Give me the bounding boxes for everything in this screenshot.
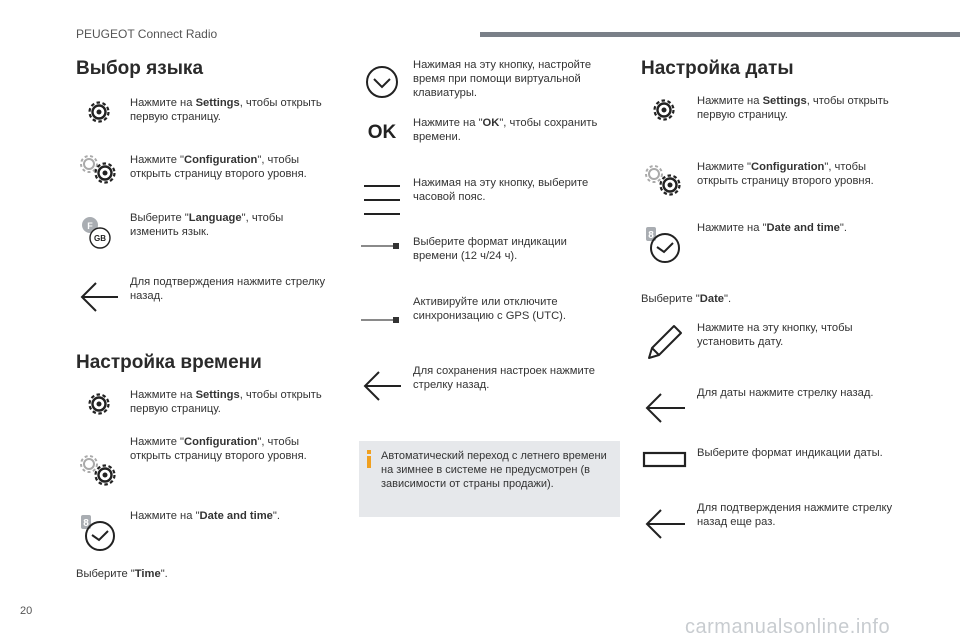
toggle-icon: [359, 294, 405, 340]
step-text: Для подтверждения нажмите стрелку назад еще раз.: [697, 502, 893, 528]
gear-icon: [76, 386, 122, 432]
step-text: Выберите формат индикации даты.: [697, 447, 883, 459]
double-gear-icon: [641, 160, 687, 206]
menu-icon: [359, 172, 405, 218]
chevron-down-icon: [359, 58, 405, 104]
step-text: Для подтверждения нажмите стрелку назад.: [130, 276, 326, 302]
double-gear-icon: [76, 150, 122, 196]
step-text: Нажимая на эту кнопку, настройте время при помощи виртуальной клавиатуры.: [413, 59, 592, 99]
step-text: Активируйте или отключите синхронизацию с GPS (UTC).: [413, 296, 566, 322]
ok-label: OK: [367, 122, 397, 143]
badge-number: 8: [83, 518, 89, 529]
step-text: Нажмите на эту кнопку, чтобы установить дату.: [697, 322, 853, 348]
ok-icon: [359, 110, 405, 156]
step-text: Нажмите на Settings, чтобы открыть первую страницу.: [697, 95, 889, 121]
badge-number: 8: [648, 230, 654, 241]
select-date-text: Выберите "Date".: [641, 293, 732, 305]
flag-label-f: F: [87, 221, 93, 231]
date-section-title: Настройка даты: [641, 58, 794, 79]
header-rule: [480, 32, 960, 37]
flag-language-icon: [76, 208, 122, 254]
step-text: Нажмите на "Date and time".: [697, 222, 847, 234]
step-text: Нажмите на Settings, чтобы открыть первую страницу.: [130, 389, 322, 415]
double-gear-icon: [76, 448, 122, 494]
clock-icon: [641, 220, 687, 266]
back-arrow-icon: [359, 362, 405, 408]
toggle-icon: [641, 444, 687, 490]
step-text: Выберите формат индикации времени (12 ч/24 ч).: [413, 236, 567, 262]
watermark: carmanualsonline.info: [685, 616, 891, 638]
pencil-icon: [641, 318, 687, 364]
info-icon: [365, 450, 373, 468]
language-section-title: Выбор языка: [76, 58, 204, 79]
step-text: Нажмите "Configuration", чтобы открыть страницу второго уровня.: [130, 436, 307, 462]
step-text: Выберите "Language", чтобы изменить язык.: [130, 212, 284, 238]
header-title: PEUGEOT Connect Radio: [76, 27, 218, 41]
flag-label-gb: GB: [94, 234, 106, 243]
info-box: [359, 441, 620, 517]
step-text: Нажмите на Settings, чтобы открыть первую страницу.: [130, 97, 322, 123]
step-text: Для даты нажмите стрелку назад.: [697, 387, 874, 399]
back-arrow-icon: [641, 384, 687, 430]
clock-icon: [76, 508, 122, 554]
toggle-icon: [359, 232, 405, 278]
info-text: Автоматический переход с летнего времени на зимнее в системе не предусмотрен (в зависимости от страны продажи).: [381, 450, 607, 490]
page-number: 20: [20, 605, 33, 617]
gear-icon: [641, 92, 687, 138]
step-text: Нажимая на эту кнопку, выберите часовой пояс.: [413, 177, 589, 203]
step-text: Нажмите на "OK", чтобы сохранить времени.: [413, 117, 598, 143]
step-text: Нажмите "Configuration", чтобы открыть страницу второго уровня.: [130, 154, 307, 180]
back-arrow-icon: [641, 500, 687, 546]
select-time-text: Выберите "Time".: [76, 568, 168, 580]
step-text: Нажмите "Configuration", чтобы открыть страницу второго уровня.: [697, 161, 874, 187]
step-text: Нажмите на "Date and time".: [130, 510, 280, 522]
gear-icon: [76, 92, 122, 138]
time-section-title: Настройка времени: [76, 352, 262, 373]
back-arrow-icon: [76, 272, 122, 318]
step-text: Для сохранения настроек нажмите стрелку назад.: [413, 365, 595, 391]
